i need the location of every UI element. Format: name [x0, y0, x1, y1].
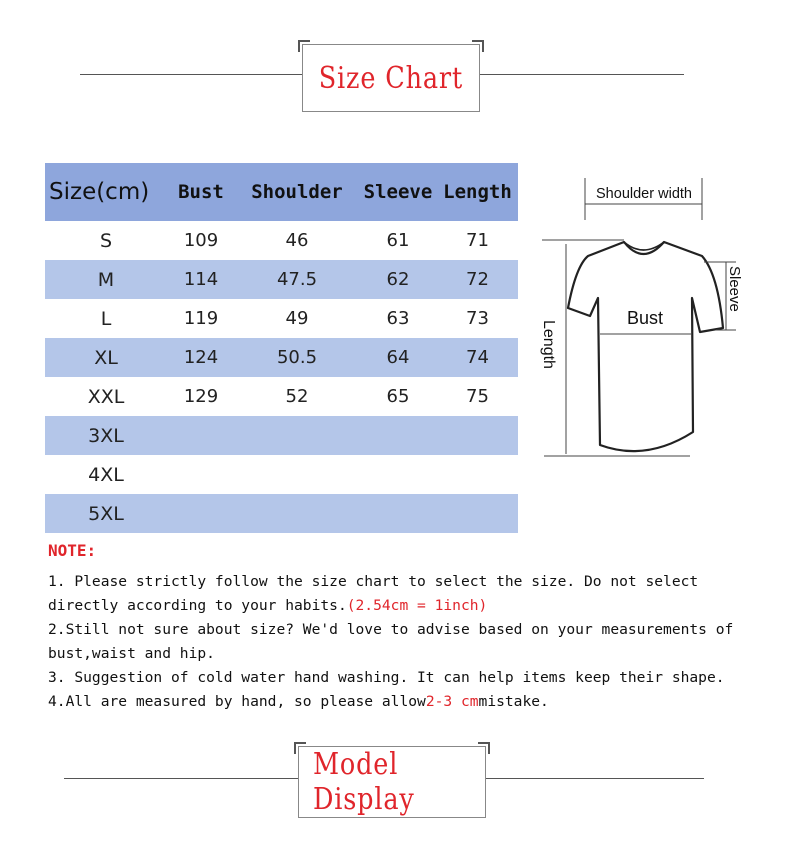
- note-4-text: 4.All are measured by hand, so please allow: [48, 693, 426, 710]
- cell-size: 3XL: [45, 416, 167, 455]
- table-row: [45, 338, 518, 377]
- cell-sleeve: 65: [386, 386, 410, 407]
- cell-size: XL: [45, 338, 167, 377]
- table-row: [45, 494, 518, 533]
- cell-sleeve: 63: [386, 308, 410, 329]
- note-2: 2.Still not sure about size? We'd love to advise based on your measurements of bust,waist and hip.: [48, 621, 734, 662]
- note-title: NOTE:: [48, 541, 97, 560]
- cell-length: 71: [466, 230, 489, 251]
- cell-bust: [167, 416, 235, 455]
- cell-size: 4XL: [88, 463, 124, 486]
- model-display-title-box: [298, 746, 486, 818]
- cell-length: [437, 416, 518, 455]
- table-row: [45, 416, 518, 455]
- cell-bust: 124: [167, 338, 235, 377]
- title-corner-icon: [478, 742, 490, 754]
- cell-bust: 114: [167, 260, 235, 299]
- cell-length: 73: [466, 308, 489, 329]
- model-display-title: Model Display: [312, 747, 415, 817]
- header-size: Size(cm): [45, 163, 167, 221]
- length-label: Length: [540, 320, 557, 369]
- sleeve-label: Sleeve: [726, 266, 743, 312]
- table-row: [45, 455, 518, 494]
- table-row: [45, 221, 518, 260]
- size-chart-title: Size Chart: [318, 60, 464, 96]
- cell-length: 72: [437, 260, 518, 299]
- note-1-conversion: (2.54cm = 1inch): [346, 597, 488, 614]
- cell-sleeve: [359, 494, 437, 533]
- cell-shoulder: [235, 455, 359, 494]
- title-corner-icon: [472, 40, 484, 52]
- header-length: Length: [437, 163, 518, 221]
- cell-sleeve: 61: [386, 230, 410, 251]
- cell-length: 74: [437, 338, 518, 377]
- cell-bust: 109: [183, 230, 219, 251]
- header-rule-left: [80, 74, 302, 75]
- cell-size: XXL: [87, 385, 125, 408]
- shoulder-width-label: Shoulder width: [596, 185, 692, 202]
- cell-bust: [167, 494, 235, 533]
- table-header-row: [45, 163, 518, 221]
- table-row: [45, 377, 518, 416]
- cell-bust: [167, 455, 235, 494]
- bust-label: Bust: [626, 308, 664, 328]
- header-bust: Bust: [167, 163, 235, 221]
- cell-shoulder: 52: [285, 386, 309, 407]
- cell-sleeve: [359, 416, 437, 455]
- size-chart-title-box: [302, 44, 480, 112]
- cell-size: L: [100, 307, 112, 330]
- cell-shoulder: [235, 494, 359, 533]
- cell-length: [437, 494, 518, 533]
- cell-bust: 129: [183, 386, 219, 407]
- title-corner-icon: [298, 40, 310, 52]
- tshirt-outline-icon: [568, 242, 723, 451]
- table-row: [45, 299, 518, 338]
- table-row: [45, 260, 518, 299]
- cell-sleeve: 62: [359, 260, 437, 299]
- header-shoulder: Shoulder: [235, 163, 359, 221]
- notes-list: [48, 570, 768, 714]
- note-4: [48, 690, 768, 714]
- note-4-suffix: mistake.: [478, 693, 549, 710]
- note-1: [48, 570, 768, 618]
- cell-shoulder: 50.5: [235, 338, 359, 377]
- title-corner-icon: [294, 742, 306, 754]
- note-4-tolerance: 2-3 cm: [425, 693, 479, 710]
- note-3: 3. Suggestion of cold water hand washing. It can help items keep their shape.: [48, 669, 725, 686]
- cell-length: [437, 455, 518, 494]
- cell-shoulder: 49: [285, 308, 309, 329]
- cell-bust: 119: [183, 308, 219, 329]
- footer-rule-right: [484, 778, 704, 779]
- header-sleeve: Sleeve: [359, 163, 437, 221]
- tshirt-measurement-diagram: [540, 170, 750, 470]
- cell-size: 5XL: [45, 494, 167, 533]
- header-rule-right: [478, 74, 684, 75]
- note-1-text: 1. Please strictly follow the size chart to select the size. Do not select directly according to your habits.: [48, 573, 699, 614]
- cell-shoulder: 47.5: [235, 260, 359, 299]
- cell-shoulder: [235, 416, 359, 455]
- cell-sleeve: 64: [359, 338, 437, 377]
- cell-size: S: [99, 229, 113, 252]
- footer-rule-left: [64, 778, 298, 779]
- cell-length: 75: [466, 386, 489, 407]
- size-table: [45, 163, 518, 533]
- cell-sleeve: [359, 455, 437, 494]
- cell-shoulder: 46: [285, 230, 309, 251]
- cell-size: M: [45, 260, 167, 299]
